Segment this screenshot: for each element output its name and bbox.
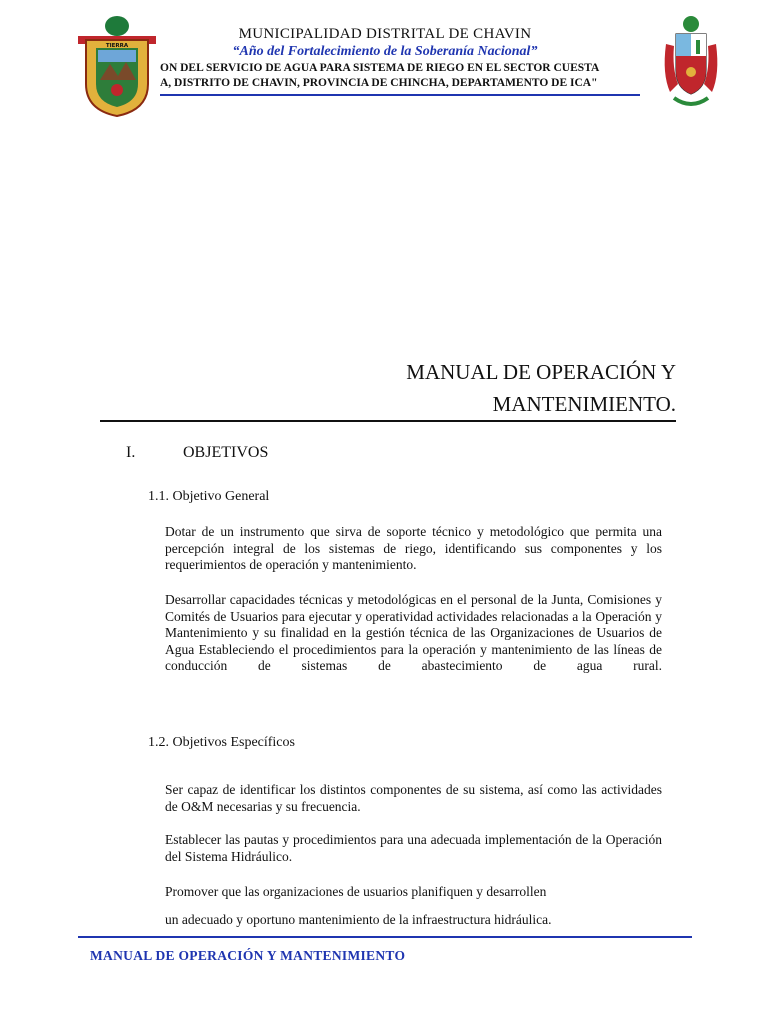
seal-crest [105, 16, 129, 36]
footer-document-title: MANUAL DE OPERACIÓN Y MANTENIMIENTO [90, 948, 406, 963]
section-title: OBJETIVOS [183, 444, 269, 461]
general-objective-heading: 1.1. Objetivo General [148, 489, 270, 504]
arms-wreath-top [683, 16, 699, 32]
footer-divider [78, 936, 692, 938]
specific-objective-paragraph-3-line-1: Promover que las organizaciones de usuarios planifiquen y desarrollen [165, 884, 547, 899]
header-municipality-name: MUNICIPALIDAD DISTRITAL DE CHAVIN [238, 26, 532, 42]
document-title [300, 356, 676, 420]
arms-cornucopia [686, 67, 696, 77]
specific-objective-paragraph-2: Establecer las pautas y procedimientos para una adecuada implementación de la Operación del Sistema Hidráulico. [165, 832, 662, 864]
arms-vicuna-quarter [676, 34, 691, 56]
specific-objective-paragraph-3-line-2: un adecuado y oportuno mantenimiento de la infraestructura hidráulica. [165, 912, 552, 927]
header-motto: “Año del Fortalecimiento de la Soberanía Nacional” [232, 44, 538, 59]
header-divider [160, 94, 640, 96]
specific-objective-paragraph-1: Ser capaz de identificar los distintos componentes de su sistema, así como las actividades de O&M necesarias y su frecuencia. [165, 782, 662, 814]
header-project-line-2: A, DISTRITO DE CHAVIN, PROVINCIA DE CHINCHA, DEPARTAMENTO DE ICA" [160, 77, 598, 89]
title-divider [100, 420, 676, 422]
municipal-seal-logo [76, 14, 158, 118]
general-objective-paragraph-1: Dotar de un instrumento que sirva de soporte técnico y metodológico que permita una percepción integral de los sistemas de riego, identificando sus componentes y los requerimientos de operación y mantenimiento. [165, 524, 662, 572]
specific-objectives-heading: 1.2. Objetivos Específicos [148, 735, 295, 750]
seal-sun [111, 84, 123, 96]
header-project-line-1: ON DEL SERVICIO DE AGUA PARA SISTEMA DE RIEGO EN EL SECTOR CUESTA [160, 62, 600, 74]
seal-text-tierra: TIERRA [105, 43, 129, 49]
arms-quina-tree [696, 40, 700, 54]
section-number: I. [126, 444, 136, 461]
general-objective-paragraph-2: Desarrollar capacidades técnicas y metodológicas en el personal de la Junta, Comisiones y Comités de Usuarios para ejecutar y operatividad actividades relacionadas a la Operación y Mantenimiento y su finalidad en la gestión técnica de las Organizaciones de Usuarios de Agua Estableciendo el procedimientos para la operación y mantenimiento de las líneas de conducción de sistemas de abastecimiento de agua rural. [165, 592, 662, 673]
document-title-line-1: MANUAL DE OPERACIÓN Y [406, 360, 676, 384]
arms-wreath-bottom [674, 98, 708, 104]
peru-coat-of-arms-logo [660, 14, 722, 110]
seal-sky [98, 50, 136, 62]
document-title-line-2: MANTENIMIENTO. [492, 392, 676, 416]
